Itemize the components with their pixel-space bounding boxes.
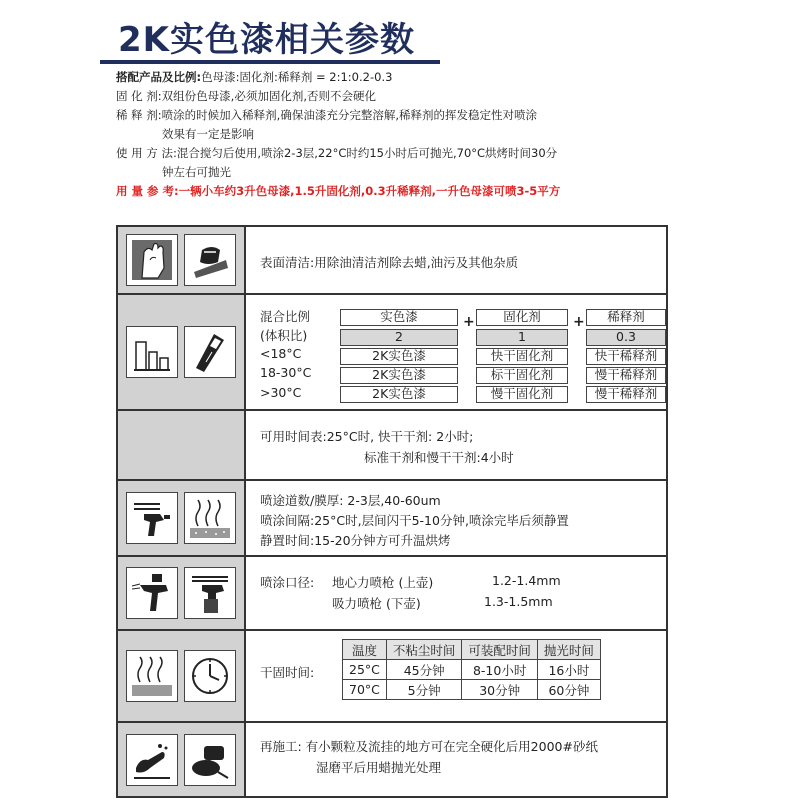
intro-usage-reference-line: 用 量 参 考:一辆小车约3升色母漆,1.5升固化剂,0.3升稀释剂,一升色母漆可喷3-5平方 xyxy=(116,184,561,198)
thinner-low-temp: 快干稀释剂 xyxy=(586,348,666,365)
intro-section xyxy=(116,68,676,201)
suction-gun-size: 1.3-1.5mm xyxy=(484,594,553,609)
row-surface-clean xyxy=(118,227,666,295)
rework-line-1: 再施工: 有小颗粒及流挂的地方可在完全硬化后用2000#砂纸 xyxy=(260,739,598,754)
spray-coats-line-1: 喷途道数/膜厚: 2-3层,40-60um xyxy=(260,493,441,508)
suction-spray-gun-icon xyxy=(184,567,236,619)
icon-column xyxy=(118,227,246,293)
drying-time-label: 干固时间: xyxy=(260,665,315,680)
intro-usage-method-line: 使 用 方 法:混合搅匀后使用,喷涂2-3层,22°C时约15小时后可抛光,70°C烘烤时间30分 xyxy=(116,146,558,160)
evaporation-icon xyxy=(184,492,236,544)
suction-gun-label: 吸力喷枪 (下壶) xyxy=(332,596,421,611)
intro-hardener-line: 固 化 剂:双组份色母漆,必须加固化剂,否则不会硬化 xyxy=(116,89,376,103)
row-spray-coats xyxy=(118,481,666,557)
thinner-mid-temp: 慢干稀释剂 xyxy=(586,367,666,384)
gravity-spray-gun-icon xyxy=(126,567,178,619)
spray-coats-line-2: 喷涂间隔:25°C时,层间闪干5-10分钟,喷涂完毕后须静置 xyxy=(260,513,569,528)
surface-clean-content xyxy=(260,227,660,295)
table-cell: 8-10小时 xyxy=(462,660,538,680)
table-header-row xyxy=(343,640,601,660)
surface-clean-text: 表面清洁:用除油清洁剂除去蜡,油污及其他杂质 xyxy=(260,255,519,270)
table-cell: 25°C xyxy=(343,660,387,680)
header-assembly: 可装配时间 xyxy=(462,640,538,660)
pot-life-line-1: 可用时间表:25°C时, 快干干剂: 2小时; xyxy=(260,429,474,444)
header-polish: 抛光时间 xyxy=(537,640,600,660)
polisher-icon xyxy=(184,734,236,786)
hardener-low-temp: 快干固化剂 xyxy=(476,348,568,365)
spray-gun-layers-icon xyxy=(126,492,178,544)
rework-line-2: 湿磨平后用蜡抛光处理 xyxy=(316,760,442,775)
header-solid-paint: 实色漆 xyxy=(340,309,458,326)
plus-sign: + xyxy=(573,314,585,330)
mix-ratio-label: 混合比例 xyxy=(260,309,311,324)
row-mix-ratio xyxy=(118,295,666,411)
table-cell: 60分钟 xyxy=(537,680,600,700)
intro-usage-method-line-cont: 钟左右可抛光 xyxy=(162,165,231,179)
row-pot-life xyxy=(118,411,666,481)
temp-mid-label: 18-30°C xyxy=(260,365,312,380)
icon-column xyxy=(118,411,246,479)
paint-mid-temp: 2K实色漆 xyxy=(340,367,458,384)
spray-coats-content xyxy=(260,481,660,557)
pot-life-line-2: 标准干剂和慢干干剂:4小时 xyxy=(364,450,514,465)
icon-column xyxy=(118,631,246,721)
temp-high-label: >30°C xyxy=(260,385,302,400)
temp-low-label: <18°C xyxy=(260,346,302,361)
intro-ratio-line xyxy=(116,68,676,87)
header-temperature: 温度 xyxy=(343,640,387,660)
icon-column xyxy=(118,481,246,555)
header-thinner: 稀释剂 xyxy=(586,309,666,326)
volume-ratio-label: (体积比) xyxy=(260,328,308,343)
measuring-cups-icon xyxy=(126,326,178,378)
rework-content xyxy=(260,723,660,796)
title-underline xyxy=(100,60,440,64)
ratio-hardener: 1 xyxy=(476,329,568,346)
mixing-stick-icon xyxy=(184,326,236,378)
ratio-solid-paint: 2 xyxy=(340,329,458,346)
pot-life-content xyxy=(260,411,660,481)
table-cell: 5分钟 xyxy=(386,680,462,700)
gravity-gun-label: 地心力喷枪 (上壶) xyxy=(332,575,434,590)
row-drying-time xyxy=(118,631,666,723)
header-dust-free: 不粘尘时间 xyxy=(386,640,462,660)
cleaning-cloth-icon xyxy=(184,234,236,286)
row-nozzle-size xyxy=(118,557,666,631)
paint-high-temp: 2K实色漆 xyxy=(340,386,458,403)
hardener-mid-temp: 标干固化剂 xyxy=(476,367,568,384)
intro-thinner-line-cont: 效果有一定是影响 xyxy=(162,127,254,141)
header-hardener: 固化剂 xyxy=(476,309,568,326)
table-cell: 30分钟 xyxy=(462,680,538,700)
hardener-high-temp: 慢干固化剂 xyxy=(476,386,568,403)
mix-ratio-content xyxy=(260,295,660,411)
gravity-gun-size: 1.2-1.4mm xyxy=(492,573,561,588)
wet-sanding-icon xyxy=(126,734,178,786)
clock-icon xyxy=(184,650,236,702)
thinner-high-temp: 慢干稀释剂 xyxy=(586,386,666,403)
icon-column xyxy=(118,557,246,629)
intro-thinner-line: 稀 释 剂:喷涂的时候加入稀释剂,确保油漆充分完整溶解,稀释剂的挥发稳定性对喷涂 xyxy=(116,108,537,122)
table-cell: 16小时 xyxy=(537,660,600,680)
spray-coats-line-3: 静置时间:15-20分钟方可升温烘烤 xyxy=(260,533,451,548)
plus-sign: + xyxy=(463,314,475,330)
paint-low-temp: 2K实色漆 xyxy=(340,348,458,365)
nozzle-size-label: 喷涂口径: xyxy=(260,575,315,590)
drying-time-table xyxy=(342,639,601,700)
ratio-thinner: 0.3 xyxy=(586,329,666,346)
table-row xyxy=(343,660,601,680)
row-rework xyxy=(118,723,666,796)
drying-heat-icon xyxy=(126,650,178,702)
icon-column xyxy=(118,723,246,796)
table-cell: 70°C xyxy=(343,680,387,700)
ratio-label: 搭配产品及比例: xyxy=(116,70,202,84)
page-title: 2K实色漆相关参数 xyxy=(118,20,416,60)
drying-time-content xyxy=(260,631,660,723)
parameter-table xyxy=(116,225,668,798)
ratio-value: 色母漆:固化剂:稀释剂 = 2:1:0.2-0.3 xyxy=(201,70,393,84)
table-row xyxy=(343,680,601,700)
wipe-hand-icon xyxy=(126,234,178,286)
icon-column xyxy=(118,295,246,409)
table-cell: 45分钟 xyxy=(386,660,462,680)
nozzle-size-content xyxy=(260,557,660,631)
